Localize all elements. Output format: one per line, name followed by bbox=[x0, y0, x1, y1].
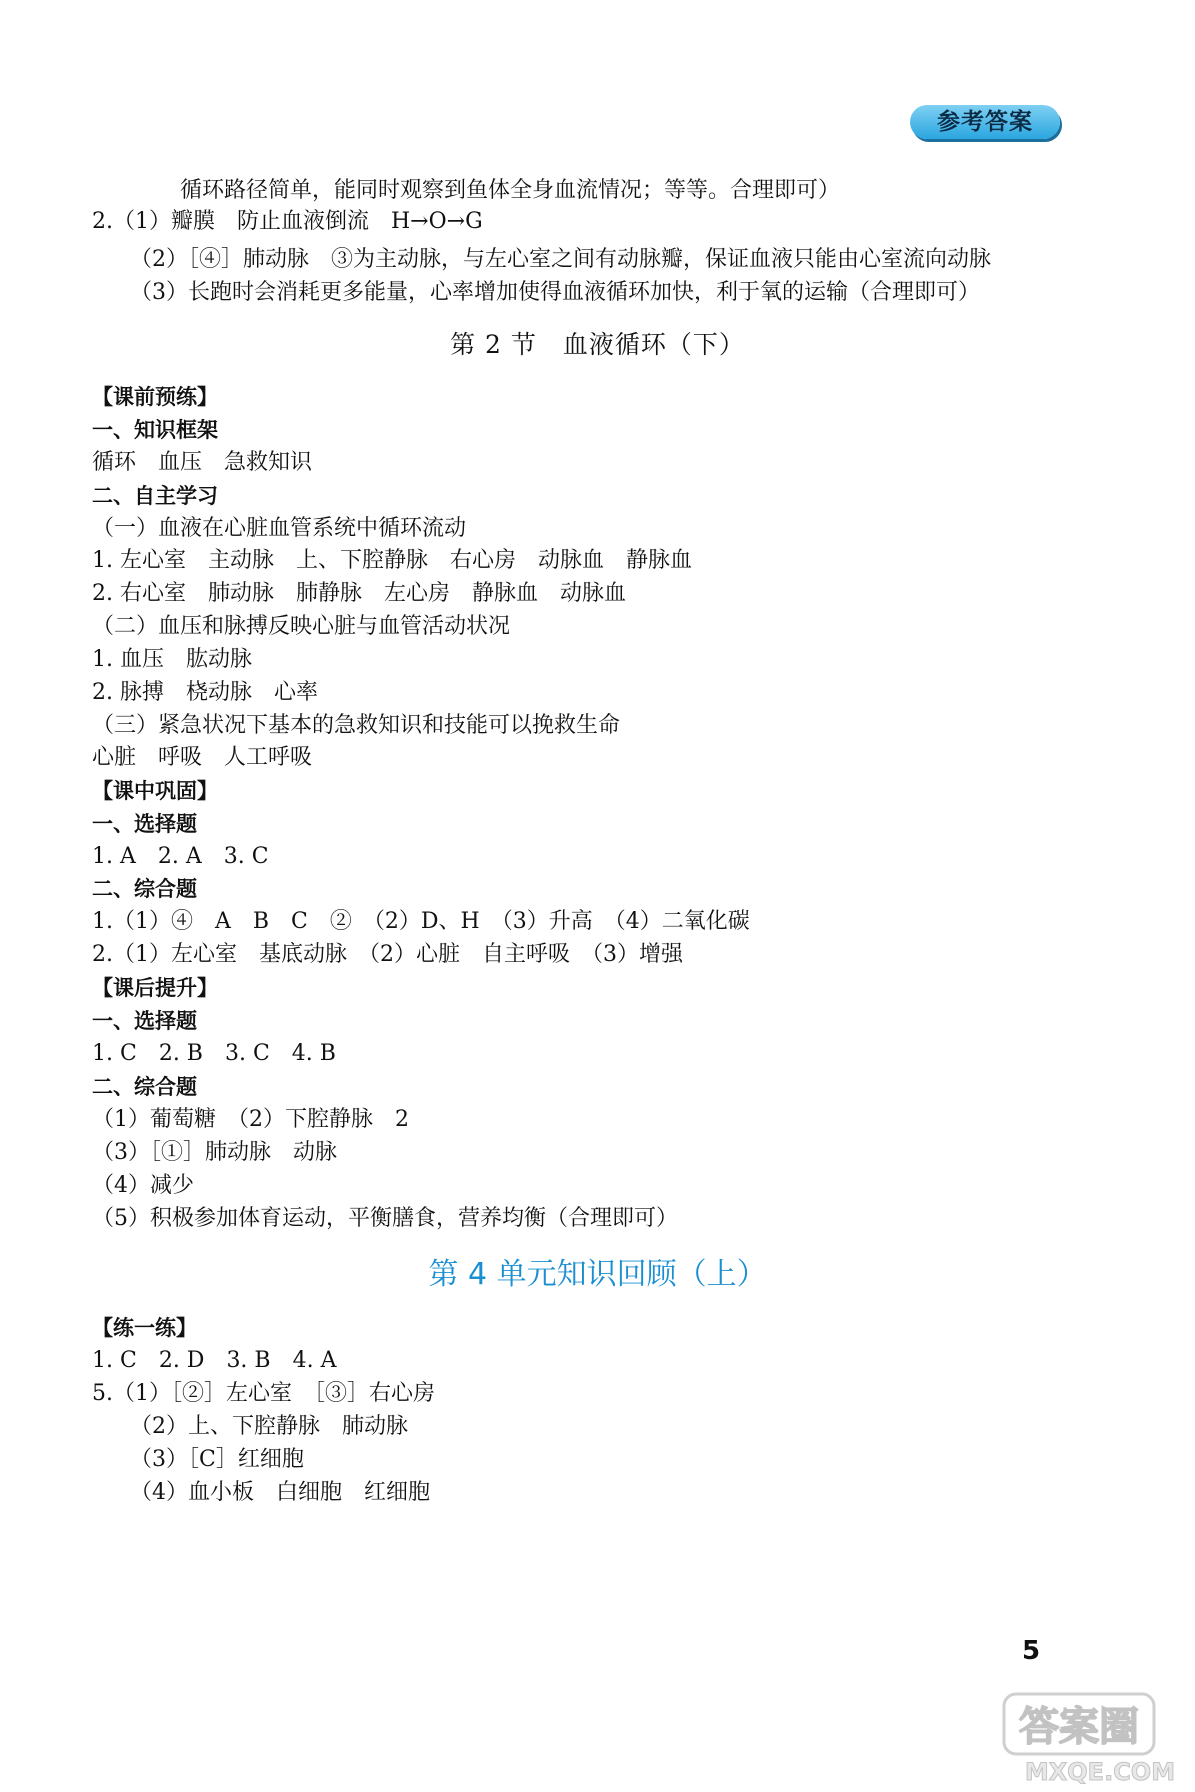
text-line: （二）血压和脉搏反映心脏与血管活动状况 bbox=[92, 614, 511, 639]
svg-text:MXQE.COM: MXQE.COM bbox=[1024, 1758, 1176, 1786]
subheading: 一、选择题 bbox=[92, 1009, 197, 1033]
section-heading: 【课中巩固】 bbox=[92, 779, 218, 803]
text-line: 循环路径简单，能同时观察到鱼体全身血流情况；等等。合理即可） bbox=[180, 178, 841, 203]
text-line: 1. A 2. A 3. C bbox=[92, 844, 269, 869]
section-heading: 【课前预练】 bbox=[92, 385, 218, 409]
text-line: （2）［④］肺动脉 ③为主动脉，与左心室之间有动脉瓣，保证血液只能由心室流向动脉 bbox=[130, 247, 992, 272]
text-line: （4）减少 bbox=[92, 1173, 194, 1198]
unit-review-title: 第 4 单元知识回顾（上） bbox=[428, 1257, 767, 1292]
subheading: 二、综合题 bbox=[92, 877, 197, 901]
text-line: （3）［C］红细胞 bbox=[130, 1447, 304, 1472]
text-line: 2. 脉搏 桡动脉 心率 bbox=[92, 680, 318, 705]
subheading: 一、选择题 bbox=[92, 812, 197, 836]
text-line: 循环 血压 急救知识 bbox=[92, 450, 313, 475]
text-line: （3）长跑时会消耗更多能量，心率增加使得血液循环加快，利于氧的运输（合理即可） bbox=[130, 280, 980, 305]
section-title: 第 2 节 血液循环（下） bbox=[450, 330, 745, 359]
text-line: 5.（1）［②］左心室 ［③］右心房 bbox=[92, 1381, 435, 1406]
text-line: （1）葡萄糖 （2）下腔静脉 2 bbox=[92, 1107, 409, 1132]
text-line: 2.（1）瓣膜 防止血液倒流 H→O→G bbox=[92, 209, 483, 234]
page-number: 5 bbox=[1022, 1636, 1041, 1666]
text-line: （4）血小板 白细胞 红细胞 bbox=[130, 1480, 430, 1505]
subheading: 二、综合题 bbox=[92, 1075, 197, 1099]
text-line: （三）紧急状况下基本的急救知识和技能可以挽救生命 bbox=[92, 713, 621, 738]
section-heading: 【练一练】 bbox=[92, 1316, 197, 1340]
text-line: （一）血液在心脏血管系统中循环流动 bbox=[92, 516, 467, 541]
svg-text:答案圈: 答案圈 bbox=[1019, 1704, 1139, 1750]
subheading: 二、自主学习 bbox=[92, 484, 218, 508]
text-line: （5）积极参加体育运动，平衡膳食，营养均衡（合理即可） bbox=[92, 1206, 678, 1231]
subheading: 一、知识框架 bbox=[92, 418, 218, 442]
text-line: （3）［①］肺动脉 动脉 bbox=[92, 1140, 337, 1165]
text-line: （2）上、下腔静脉 肺动脉 bbox=[130, 1414, 408, 1439]
text-line: 2.（1）左心室 基底动脉 （2）心脏 自主呼吸 （3）增强 bbox=[92, 942, 683, 967]
text-line: 2. 右心室 肺动脉 肺静脉 左心房 静脉血 动脉血 bbox=[92, 581, 626, 606]
text-line: 1. 左心室 主动脉 上、下腔静脉 右心房 动脉血 静脉血 bbox=[92, 548, 692, 573]
text-line: 心脏 呼吸 人工呼吸 bbox=[92, 745, 313, 770]
text-line: 1. 血压 肱动脉 bbox=[92, 647, 252, 672]
watermark-logo-icon bbox=[1000, 1688, 1190, 1788]
text-line: 1. C 2. D 3. B 4. A bbox=[92, 1348, 337, 1373]
text-line: 1. C 2. B 3. C 4. B bbox=[92, 1041, 336, 1066]
section-heading: 【课后提升】 bbox=[92, 976, 218, 1000]
answer-key-badge: 参考答案 bbox=[910, 105, 1060, 139]
text-line: 1.（1）④ A B C ② （2）D、H （3）升高 （4）二氧化碳 bbox=[92, 909, 750, 934]
